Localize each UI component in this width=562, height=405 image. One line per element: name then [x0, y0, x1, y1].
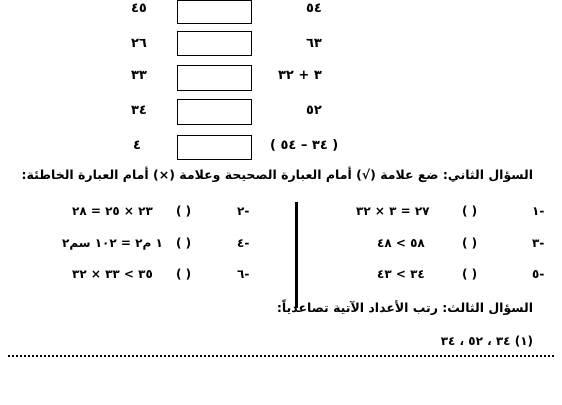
statement-text: ٢٣ × ٢٥ = ٢٨	[72, 204, 153, 218]
question-3-title: السؤال الثالث: رتب الأعداد الآتية تصاعدياً:	[276, 300, 533, 315]
statement-text: ٥٨ > ٤٨	[377, 236, 425, 250]
compare-right-value: ٥٢	[306, 103, 322, 118]
answer-bracket[interactable]: ( )	[176, 204, 192, 218]
question-3-item: (١) ٣٤ ، ٥٢ ، ٣٤	[440, 334, 533, 348]
item-number: ٣-	[532, 236, 545, 250]
item-number: ٦-	[237, 267, 250, 281]
answer-box[interactable]	[177, 135, 252, 160]
answer-box[interactable]	[177, 65, 252, 91]
compare-left-value: ٣٤	[131, 103, 147, 118]
answer-bracket[interactable]: ( )	[462, 236, 478, 250]
answer-bracket[interactable]: ( )	[176, 236, 192, 250]
statement-text: ٢٧ = ٣ × ٣٢	[356, 204, 430, 218]
compare-left-value: ٤	[133, 138, 141, 153]
dotted-separator	[8, 355, 554, 357]
statement-text: ٣٥ > ٣٣ × ٣٢	[72, 267, 153, 281]
item-number: ١-	[532, 204, 545, 218]
compare-left-value: ٣٣	[131, 68, 147, 83]
item-number: ٢-	[237, 204, 250, 218]
answer-bracket[interactable]: ( )	[176, 267, 192, 281]
compare-left-value: ٢٦	[131, 36, 147, 51]
compare-right-value: ٦٣	[306, 36, 322, 51]
answer-bracket[interactable]: ( )	[462, 267, 478, 281]
question-2-title: السؤال الثاني: ضع علامة (√) أمام العبارة الصحيحة وعلامة (×) أمام العبارة الخاطئة:	[21, 167, 533, 182]
item-number: ٤-	[237, 236, 250, 250]
compare-right-value: ٥٤	[306, 1, 322, 16]
statement-text: ٣٤ > ٤٣	[377, 267, 425, 281]
answer-bracket[interactable]: ( )	[462, 204, 478, 218]
compare-right-value: ( ٣٤ – ٥٤ )	[270, 138, 339, 153]
column-divider	[295, 202, 298, 308]
statement-text: ١ م٢ = ١٠٢ سم٢	[62, 236, 163, 250]
compare-left-value: ٤٥	[131, 1, 147, 16]
item-number: ٥-	[532, 267, 545, 281]
answer-box[interactable]	[177, 0, 252, 24]
compare-right-value: ٣ + ٣٢	[278, 68, 322, 83]
answer-box[interactable]	[177, 99, 252, 125]
answer-box[interactable]	[177, 31, 252, 56]
